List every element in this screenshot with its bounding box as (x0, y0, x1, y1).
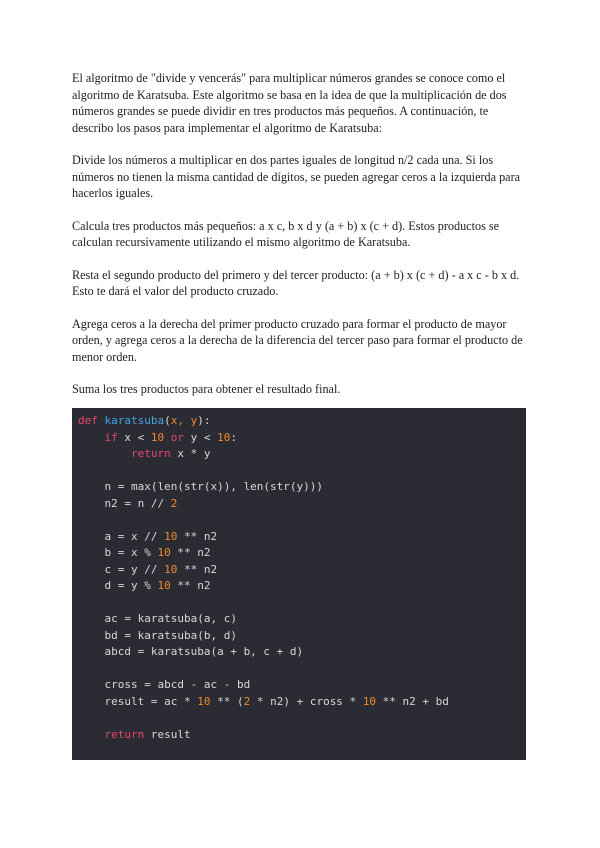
code-token: result = ac * (78, 694, 198, 708)
code-line (78, 545, 526, 562)
code-line (78, 677, 526, 694)
code-line (78, 413, 526, 430)
code-line (78, 727, 526, 744)
code-line (78, 628, 526, 645)
step-subtract-paragraph: Resta el segundo producto del primero y del tercer producto: (a + b) x (c + d) - a x c - b x d. Esto te dará el valor del producto cruzado. (72, 267, 520, 298)
code-token: 10 (157, 579, 171, 592)
code-token: ac = karatsuba(a, c) (78, 612, 237, 625)
code-line (78, 463, 526, 480)
step-sum-paragraph: Suma los tres productos para obtener el resultado final. (72, 382, 341, 396)
code-token (78, 728, 105, 741)
code-token: 10 (150, 430, 165, 444)
code-token: ( (164, 414, 171, 427)
code-token: abcd = karatsuba(a + b, c + d) (78, 645, 304, 658)
code-token: result (144, 727, 191, 741)
code-token: * n2) + cross * (250, 694, 363, 708)
code-line (78, 430, 526, 447)
code-token: n2 = n // (78, 496, 171, 510)
code-token: n = max(len(str(x)), len(str(y))) (78, 480, 324, 493)
code-line (78, 446, 526, 463)
code-token: ** n2 (177, 562, 218, 576)
code-token: ** n2 (177, 529, 218, 543)
code-line (78, 595, 526, 612)
code-line (78, 529, 526, 546)
code-block (72, 408, 526, 760)
code-token: 2 (170, 496, 178, 510)
code-token: cross = abcd - ac - bd (78, 678, 251, 691)
code-token: 10 (157, 546, 171, 559)
code-line (78, 694, 526, 711)
code-line (78, 644, 526, 661)
code-line (78, 479, 526, 496)
code-token: bd = karatsuba(b, d) (78, 628, 237, 642)
code-token: karatsuba (104, 414, 165, 427)
code-line (78, 512, 526, 529)
code-token: ** n2 + bd (376, 694, 449, 708)
code-line (78, 661, 526, 678)
step-divide-paragraph: Divide los números a multiplicar en dos partes iguales de longitud n/2 cada una. Si los números no tienen la misma cantidad de dígitos, se pueden agregar ceros a la izquierda para hacerlos iguales. (72, 153, 521, 200)
code-token: 2 (243, 694, 251, 708)
code-token: ** n2 (170, 546, 211, 559)
code-line (78, 562, 526, 579)
code-token: return (130, 447, 171, 460)
code-token: if (104, 430, 118, 444)
code-token: x, y (170, 414, 198, 427)
code-token: ** n2 (170, 579, 211, 592)
code-token: 10 (164, 562, 178, 576)
code-line (78, 578, 526, 595)
code-token: 10 (217, 430, 231, 444)
intro-paragraph: El algoritmo de "divide y vencerás" para multiplicar números grandes se conoce como el algoritmo de Karatsuba. Este algoritmo se basa en la idea de que la multiplicación de dos números grandes se puede dividir en tres productos más pequeños. A continuación, te describo los pasos para implementar el algoritmo de Karatsuba: (72, 71, 507, 135)
code-token: b = x % (78, 546, 158, 559)
code-token: x < (117, 430, 151, 444)
code-token: 10 (164, 529, 178, 543)
code-token: 10 (362, 694, 377, 708)
code-token (78, 431, 105, 444)
code-token: 10 (197, 694, 211, 708)
code-line (78, 611, 526, 628)
code-token: y < (184, 430, 218, 444)
code-token (78, 447, 131, 460)
code-token: : (230, 430, 237, 444)
code-token: c = y // (78, 562, 165, 576)
code-line (78, 496, 526, 513)
code-token: return (104, 727, 145, 741)
code-token: ): (197, 414, 211, 427)
code-token: or (164, 430, 184, 444)
code-token: def (78, 414, 105, 427)
code-token: x * y (170, 447, 211, 460)
code-token: a = x // (78, 529, 165, 543)
code-token: d = y % (78, 579, 158, 592)
step-zeros-paragraph: Agrega ceros a la derecha del primer producto cruzado para formar el producto de mayor orden, y agrega ceros a la derecha de la diferencia del tercer paso para formar el producto de menor orden. (72, 316, 523, 364)
document-body (72, 70, 528, 414)
code-token: ** ( (210, 694, 244, 708)
code-line (78, 710, 526, 727)
step-products-paragraph: Calcula tres productos más pequeños: a x c, b x d y (a + b) x (c + d). Estos productos se calculan recursivamente utilizando el mismo algoritmo de Karatsuba. (72, 218, 500, 249)
